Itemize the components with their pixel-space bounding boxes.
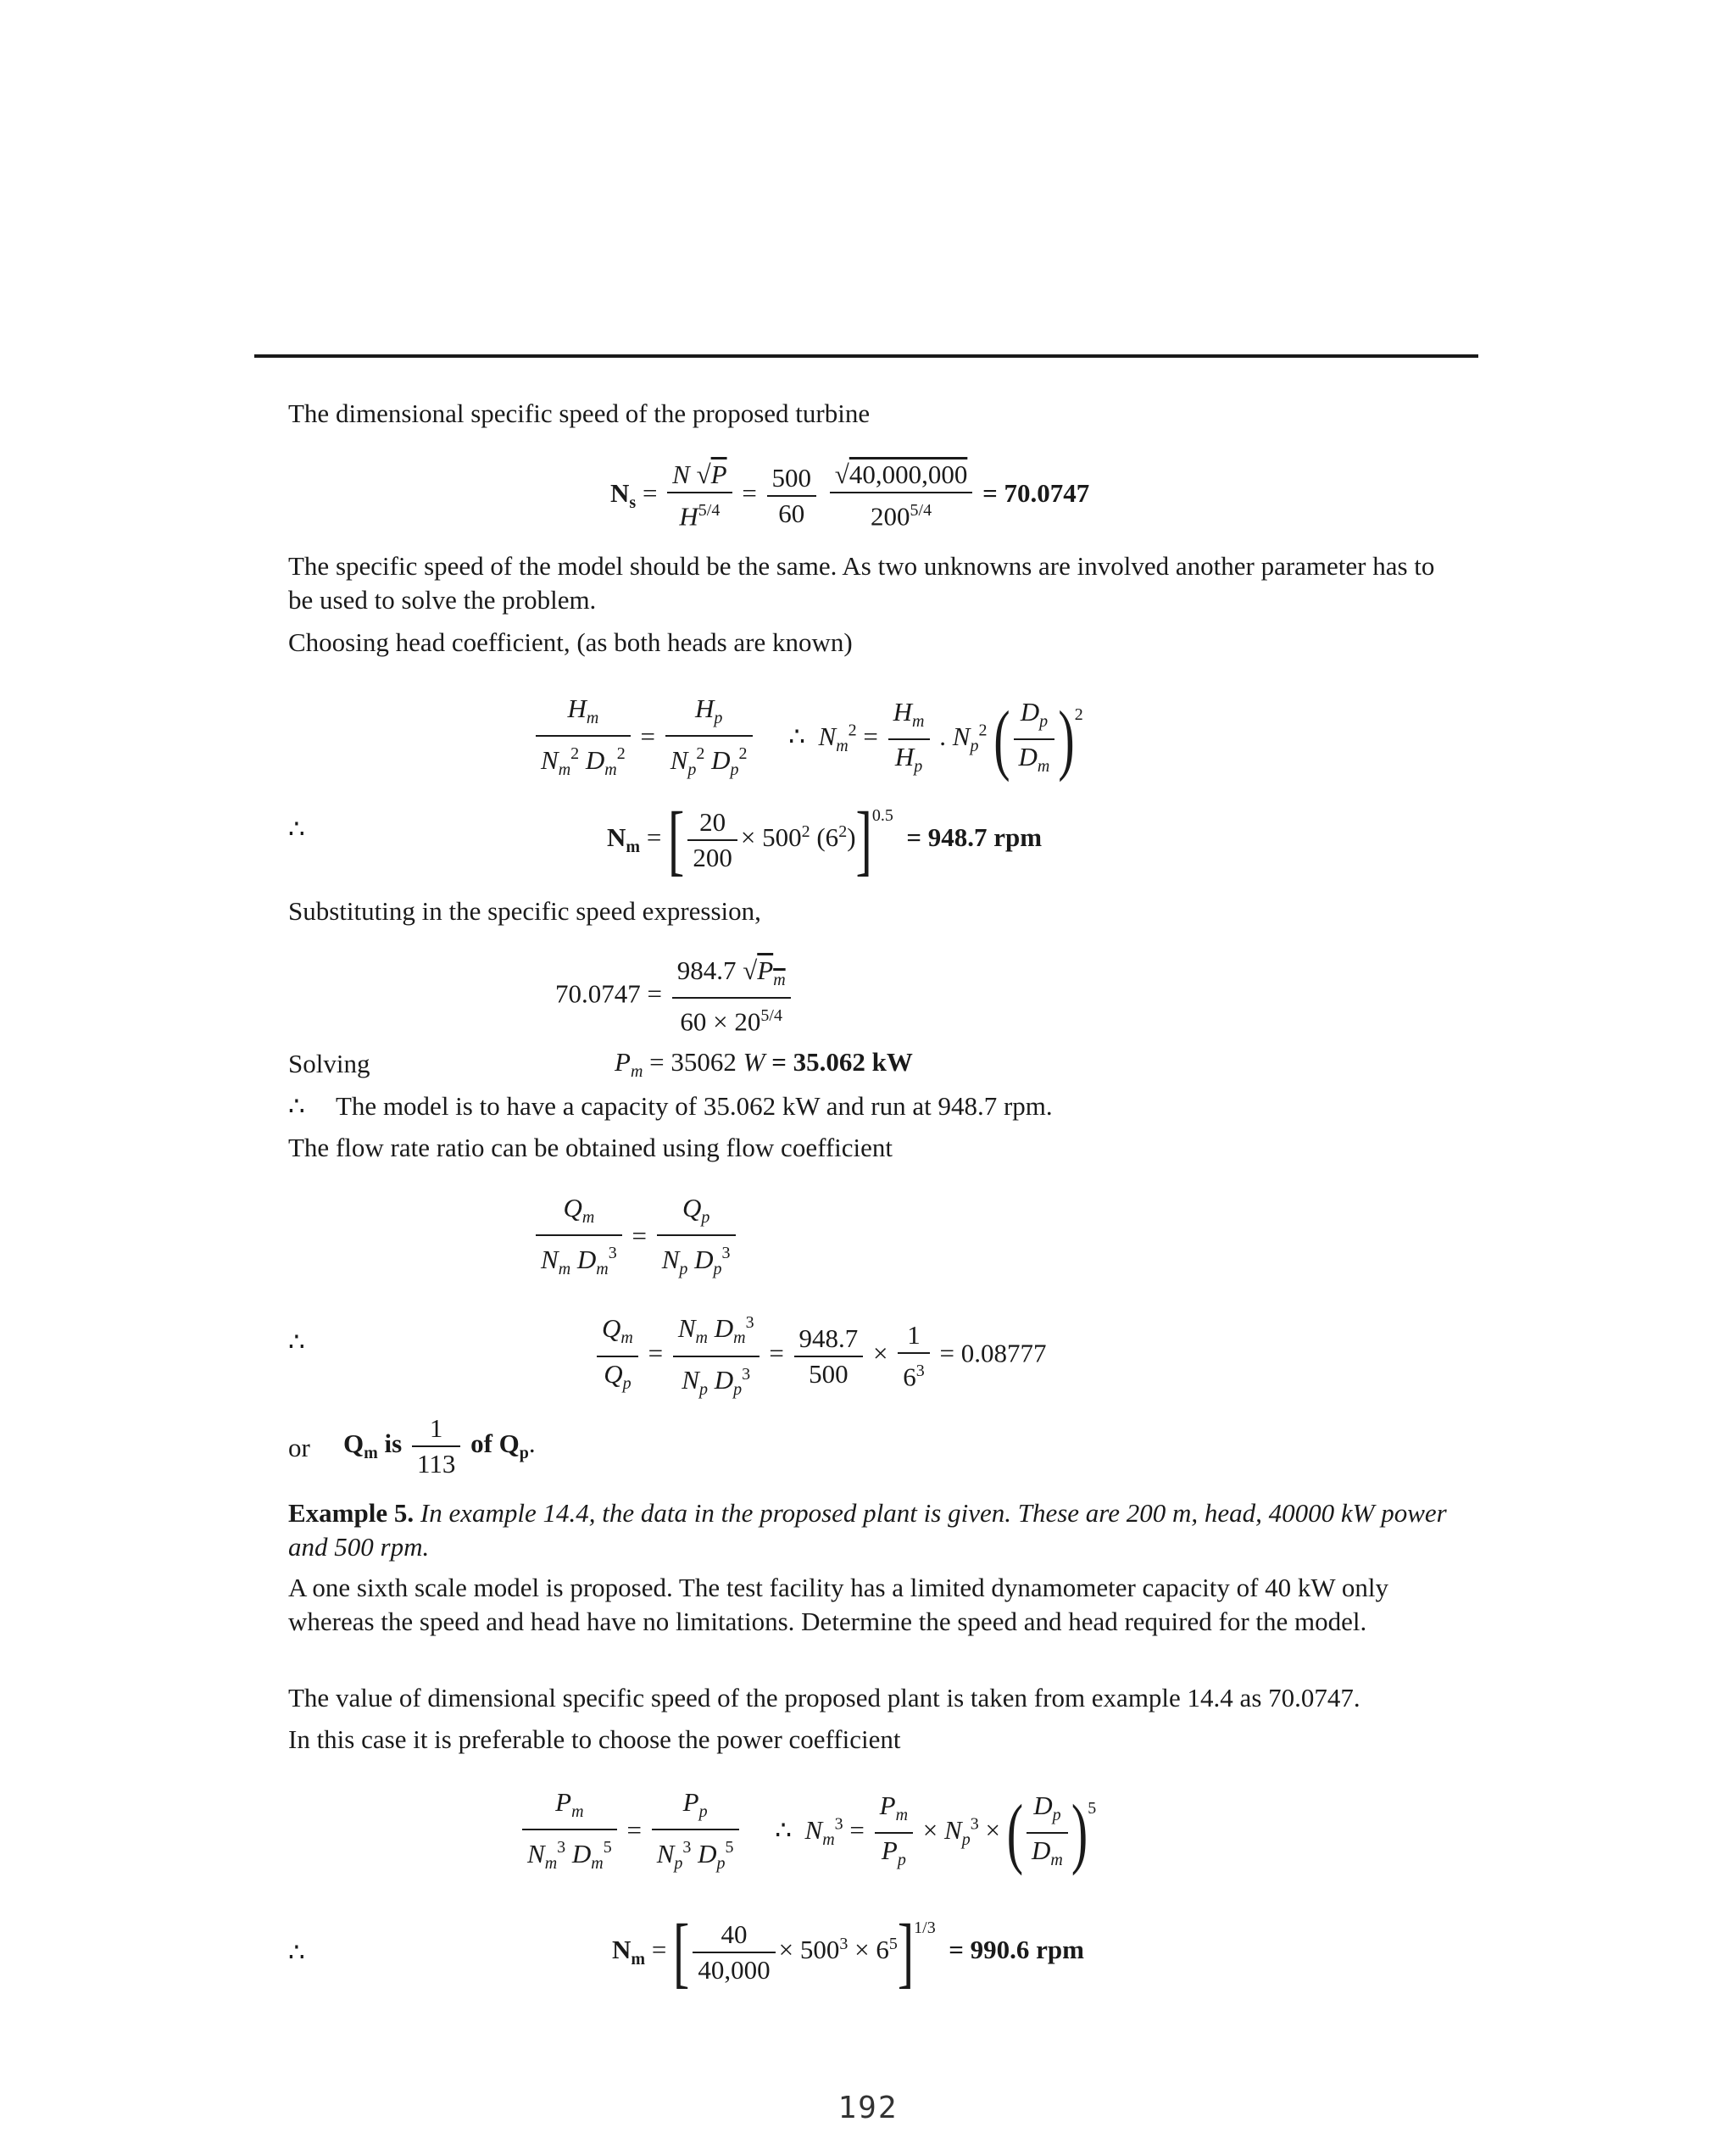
nm-result-1: = 948.7 rpm bbox=[906, 822, 1043, 853]
pm-solve: = 35062 bbox=[649, 1047, 737, 1077]
therefore-mark-1: ∴ bbox=[288, 814, 305, 844]
paragraph-specific-speed-model: The specific speed of the model should be the same. As two unknowns are involved another parameter has to be used to solve the problem. bbox=[288, 551, 1435, 615]
paragraph-substituting: Substituting in the specific speed expression, bbox=[288, 896, 761, 926]
pm-num: 984.7 bbox=[676, 955, 737, 985]
paragraph-specific-speed-value: The value of dimensional specific speed of the proposed plant is taken from example 14.4 as 70.0747. bbox=[288, 1683, 1360, 1713]
page-number: 192 bbox=[837, 2091, 899, 2125]
therefore-symbol: ∴ bbox=[788, 721, 806, 751]
nm2-num: 40 bbox=[693, 1918, 775, 1953]
pm-bold: = 35.062 kW bbox=[771, 1047, 913, 1077]
paragraph-power-coefficient: In this case it is preferable to choose the power coefficient bbox=[288, 1724, 901, 1754]
therefore-mark-3: ∴ bbox=[288, 1327, 305, 1356]
example-5-text: In example 14.4, the data in the proposed plant is given. These are 200 m, head, 40000 kW power and 500 rpm. bbox=[288, 1498, 1447, 1562]
equation-flow-coefficient: $\frac{Q_m}{N_m D_m^3}$ = $\frac{Q_p}{N_p D_p^3}$ bbox=[532, 1191, 739, 1286]
paragraph-head-coefficient: Choosing head coefficient, (as both heads are known) bbox=[288, 627, 853, 657]
equation-specific-speed: $N_s$ = $\frac{N √P}{H^{5/4}}$ = $\frac{500}{60}$ $\frac{√40,000,000}{200^{5/4}}$ = 70.0747 bbox=[610, 459, 1090, 532]
equation-model-speed: $N_m$ = [ $\frac{20}{200}$ × $500^2$ $(6^2)]^{0.5} = 948.7$ rpm bbox=[607, 795, 1043, 884]
q-num: 948.7 bbox=[794, 1322, 864, 1357]
equation-flow-fraction: $Q_m$ is $\frac{1}{113}$ of $Q_p$. bbox=[343, 1412, 536, 1481]
equation-model-power: 70.0747 = $\frac{984.7 √P_m}{60 \times 20^{5/4}}$ bbox=[555, 954, 794, 1039]
example-5-statement bbox=[288, 1496, 1449, 1564]
example-5-label: Example 5. bbox=[288, 1498, 415, 1528]
ns-result: = 70.0747 bbox=[982, 477, 1090, 508]
pm-den: 60 × 20 bbox=[680, 1006, 761, 1037]
paragraph-scale-model: A one sixth scale model is proposed. The test facility has a limited dynamometer capacity of 40 kW only whereas the speed and head have no limitations. Determine the speed and head required for the model. bbox=[288, 1573, 1388, 1636]
paragraph-specific-speed-intro: The dimensional specific speed of the proposed turbine bbox=[288, 398, 871, 428]
nm-result-2: = 990.6 rpm bbox=[949, 1935, 1084, 1965]
q-ratio-den: 113 bbox=[416, 1449, 456, 1479]
paragraph-flow-coefficient: The flow rate ratio can be obtained using flow coefficient bbox=[288, 1133, 893, 1162]
equation-flow-ratio: $\frac{Q_m}{Q_p}$ = $\frac{N_m D_m^3}{N_p D_p^3}$ = $\frac{948.7}{500}$ × $\frac{1}{6^3}$ = 0.08777 bbox=[593, 1306, 1047, 1406]
q-ratio-num: 1 bbox=[412, 1412, 460, 1447]
nm2-den: 40,000 bbox=[698, 1955, 771, 1985]
equation-model-speed-2: $N_m$ = [ $\frac{40}{40,000}$ × $500^3 \times 6^5]^{1/3} = 990.6$ rpm bbox=[612, 1907, 1084, 1997]
equation-head-coefficient: $\frac{H_m}{N_m^2 D_m^2}$ = $\frac{H_p}{N_p^2 D_p^2}$ ∴ $N_m^2$ = $\frac{H_m}{H_p}$ . $N_p^2$ ( $\frac{D_p}{D_m}$ )$^2$ bbox=[532, 692, 1083, 787]
solving-label: Solving bbox=[288, 1049, 370, 1078]
or-label: or bbox=[288, 1433, 310, 1462]
equation-power-solution: $P_m = 35062$ W = 35.062 kW bbox=[615, 1047, 913, 1082]
paragraph-model-capacity: The model is to have a capacity of 35.062 kW and run at 948.7 rpm. bbox=[336, 1091, 1053, 1121]
therefore-mark-2: ∴ bbox=[288, 1091, 305, 1121]
pm-lhs: 70.0747 = bbox=[555, 978, 662, 1009]
therefore-symbol-2: ∴ bbox=[775, 1814, 793, 1845]
therefore-mark-4: ∴ bbox=[288, 1937, 305, 1967]
header-rule bbox=[254, 354, 1478, 358]
q-result: = 0.08777 bbox=[939, 1338, 1047, 1368]
q-den: 500 bbox=[809, 1358, 849, 1389]
equation-power-coefficient: $\frac{P_m}{N_m^3 D_m^5}$ = $\frac{P_p}{N_p^3 D_p^5}$ ∴ $N_m^3$ = $\frac{P_m}{P_p}$ × $N_p^3$ × ( $\frac{D_p}{D_m}$ )$^5$ bbox=[519, 1785, 1096, 1880]
